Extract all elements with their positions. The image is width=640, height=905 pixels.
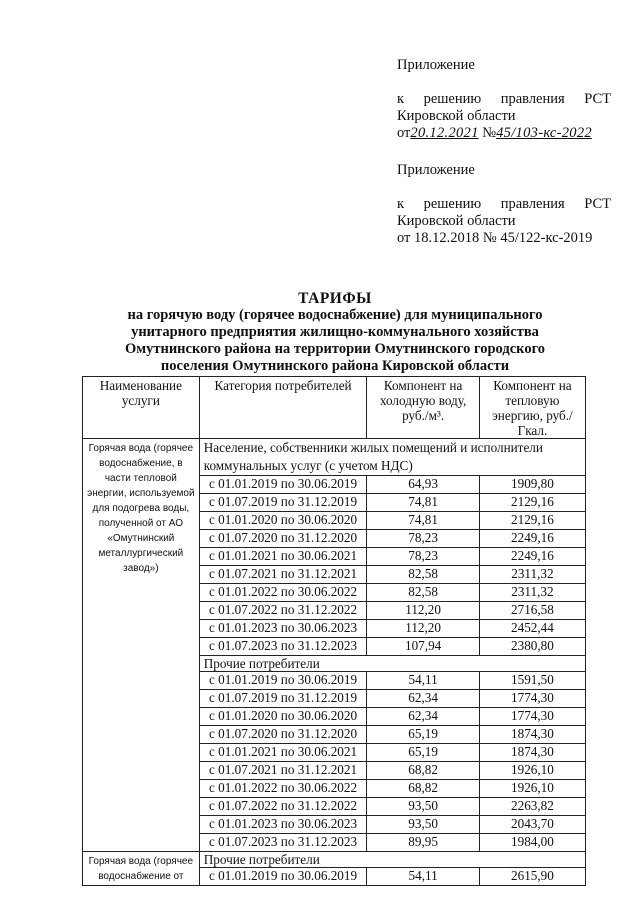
word: к [397,196,405,212]
service-name-cell: Горячая вода (горячее водоснабжение, в части тепловой энергии, используемой для подогрева воды, полученной от АО «Омутнинский металлургический завод») [83,439,200,852]
heat-energy-value: 2311,32 [479,584,585,602]
cold-water-value: 74,81 [367,494,479,512]
period-cell: с 01.01.2022 по 30.06.2022 [199,584,367,602]
cold-water-value: 64,93 [367,476,479,494]
period-cell: с 01.01.2019 по 30.06.2019 [199,672,367,690]
heat-energy-value: 1926,10 [479,762,585,780]
table-header-row [83,377,586,439]
cold-water-value: 112,20 [367,620,479,638]
heat-energy-value: 2716,58 [479,602,585,620]
date-number-line: от 18.12.2018 № 45/122-кс-2019 [397,230,593,246]
cold-water-value: 78,23 [367,530,479,548]
period-cell: с 01.01.2020 по 30.06.2020 [199,708,367,726]
category-cell: Население, собственники жилых помещений и исполнители коммунальных услуг (с учетом НДС) [199,439,585,476]
handwritten-date: 20.12.2021 [410,125,479,141]
date-prefix: от [397,125,411,141]
period-cell: с 01.01.2023 по 30.06.2023 [199,816,367,834]
period-cell: с 01.07.2023 по 31.12.2023 [199,638,367,656]
heat-energy-value: 2129,16 [479,512,585,530]
cold-water-value: 93,50 [367,798,479,816]
period-cell: с 01.07.2021 по 31.12.2021 [199,762,367,780]
word: решению [423,196,482,212]
appendix-label: Приложение [397,162,475,178]
cold-water-value: 65,19 [367,744,479,762]
header-heat-energy: Компонент на тепловую энергию, руб./Гкал. [479,377,585,439]
heat-energy-value: 2249,16 [479,548,585,566]
heat-energy-value: 2615,90 [479,868,585,886]
tariffs-table [82,376,586,886]
period-cell: с 01.01.2023 по 30.06.2023 [199,620,367,638]
period-cell: с 01.07.2019 по 31.12.2019 [199,690,367,708]
heat-energy-value: 1774,30 [479,690,585,708]
decision-line [397,91,611,108]
heat-energy-value: 2129,16 [479,494,585,512]
period-cell: с 01.07.2022 по 31.12.2022 [199,798,367,816]
period-cell: с 01.01.2020 по 30.06.2020 [199,512,367,530]
word: правления [500,91,565,107]
cold-water-value: 78,23 [367,548,479,566]
heat-energy-value: 2263,82 [479,798,585,816]
heat-energy-value: 1591,50 [479,672,585,690]
category-row [83,852,586,868]
cold-water-value: 93,50 [367,816,479,834]
heat-energy-value: 1874,30 [479,744,585,762]
title-heading: ТАРИФЫ [298,290,372,307]
period-cell: с 01.07.2021 по 31.12.2021 [199,566,367,584]
header-cold-water: Компонент на холодную воду, руб./м³. [367,377,479,439]
appendix-current [397,57,611,142]
heat-energy-value: 2043,70 [479,816,585,834]
category-cell: Прочие потребители [199,656,585,672]
heat-energy-value: 2380,80 [479,638,585,656]
title-line-3: Омутнинского района на территории Омутнинского городского [124,341,546,357]
header-category: Категория потребителей [199,377,367,439]
period-cell: с 01.01.2021 по 30.06.2021 [199,548,367,566]
heat-energy-value: 2249,16 [479,530,585,548]
cold-water-value: 62,34 [367,690,479,708]
period-cell: с 01.01.2019 по 30.06.2019 [199,476,367,494]
cold-water-value: 82,58 [367,584,479,602]
cold-water-value: 54,11 [367,672,479,690]
appendix-label: Приложение [397,57,475,73]
heat-energy-value: 1774,30 [479,708,585,726]
cold-water-value: 65,19 [367,726,479,744]
service-name-cell: Горячая вода (горячее водоснабжение от [83,852,200,886]
date-number-line [397,125,611,142]
period-cell: с 01.07.2020 по 31.12.2020 [199,726,367,744]
header-service: Наименование услуги [83,377,200,439]
period-cell: с 01.01.2021 по 30.06.2021 [199,744,367,762]
period-cell: с 01.07.2023 по 31.12.2023 [199,834,367,852]
document-title [80,290,590,375]
region-line: Кировской области [397,213,516,229]
period-cell: с 01.07.2019 по 31.12.2019 [199,494,367,512]
appendix-original [397,162,611,247]
word: РСТ [584,91,611,107]
cold-water-value: 68,82 [367,780,479,798]
heat-energy-value: 2311,32 [479,566,585,584]
heat-energy-value: 2452,44 [479,620,585,638]
cold-water-value: 107,94 [367,638,479,656]
cold-water-value: 112,20 [367,602,479,620]
title-line-1: на горячую воду (горячее водоснабжение) для муниципального [127,307,543,323]
region-line: Кировской области [397,108,516,124]
cold-water-value: 89,95 [367,834,479,852]
heat-energy-value: 1984,00 [479,834,585,852]
decision-line [397,196,611,213]
title-line-2: унитарного предприятия жилищно-коммунального хозяйства [131,324,539,340]
cold-water-value: 54,11 [367,868,479,886]
period-cell: с 01.01.2022 по 30.06.2022 [199,780,367,798]
heat-energy-value: 1926,10 [479,780,585,798]
title-line-4: поселения Омутнинского района Кировской области [160,358,510,374]
period-cell: с 01.07.2020 по 31.12.2020 [199,530,367,548]
number-prefix: № [482,125,497,141]
cold-water-value: 74,81 [367,512,479,530]
heat-energy-value: 1874,30 [479,726,585,744]
cold-water-value: 62,34 [367,708,479,726]
heat-energy-value: 1909,80 [479,476,585,494]
word: решению [423,91,482,107]
period-cell: с 01.07.2022 по 31.12.2022 [199,602,367,620]
period-cell: с 01.01.2019 по 30.06.2019 [199,868,367,886]
cold-water-value: 68,82 [367,762,479,780]
handwritten-number: 45/103-кс-2022 [496,125,592,141]
cold-water-value: 82,58 [367,566,479,584]
word: к [397,91,405,107]
word: правления [500,196,565,212]
word: РСТ [584,196,611,212]
category-row [83,439,586,476]
category-cell: Прочие потребители [199,852,585,868]
